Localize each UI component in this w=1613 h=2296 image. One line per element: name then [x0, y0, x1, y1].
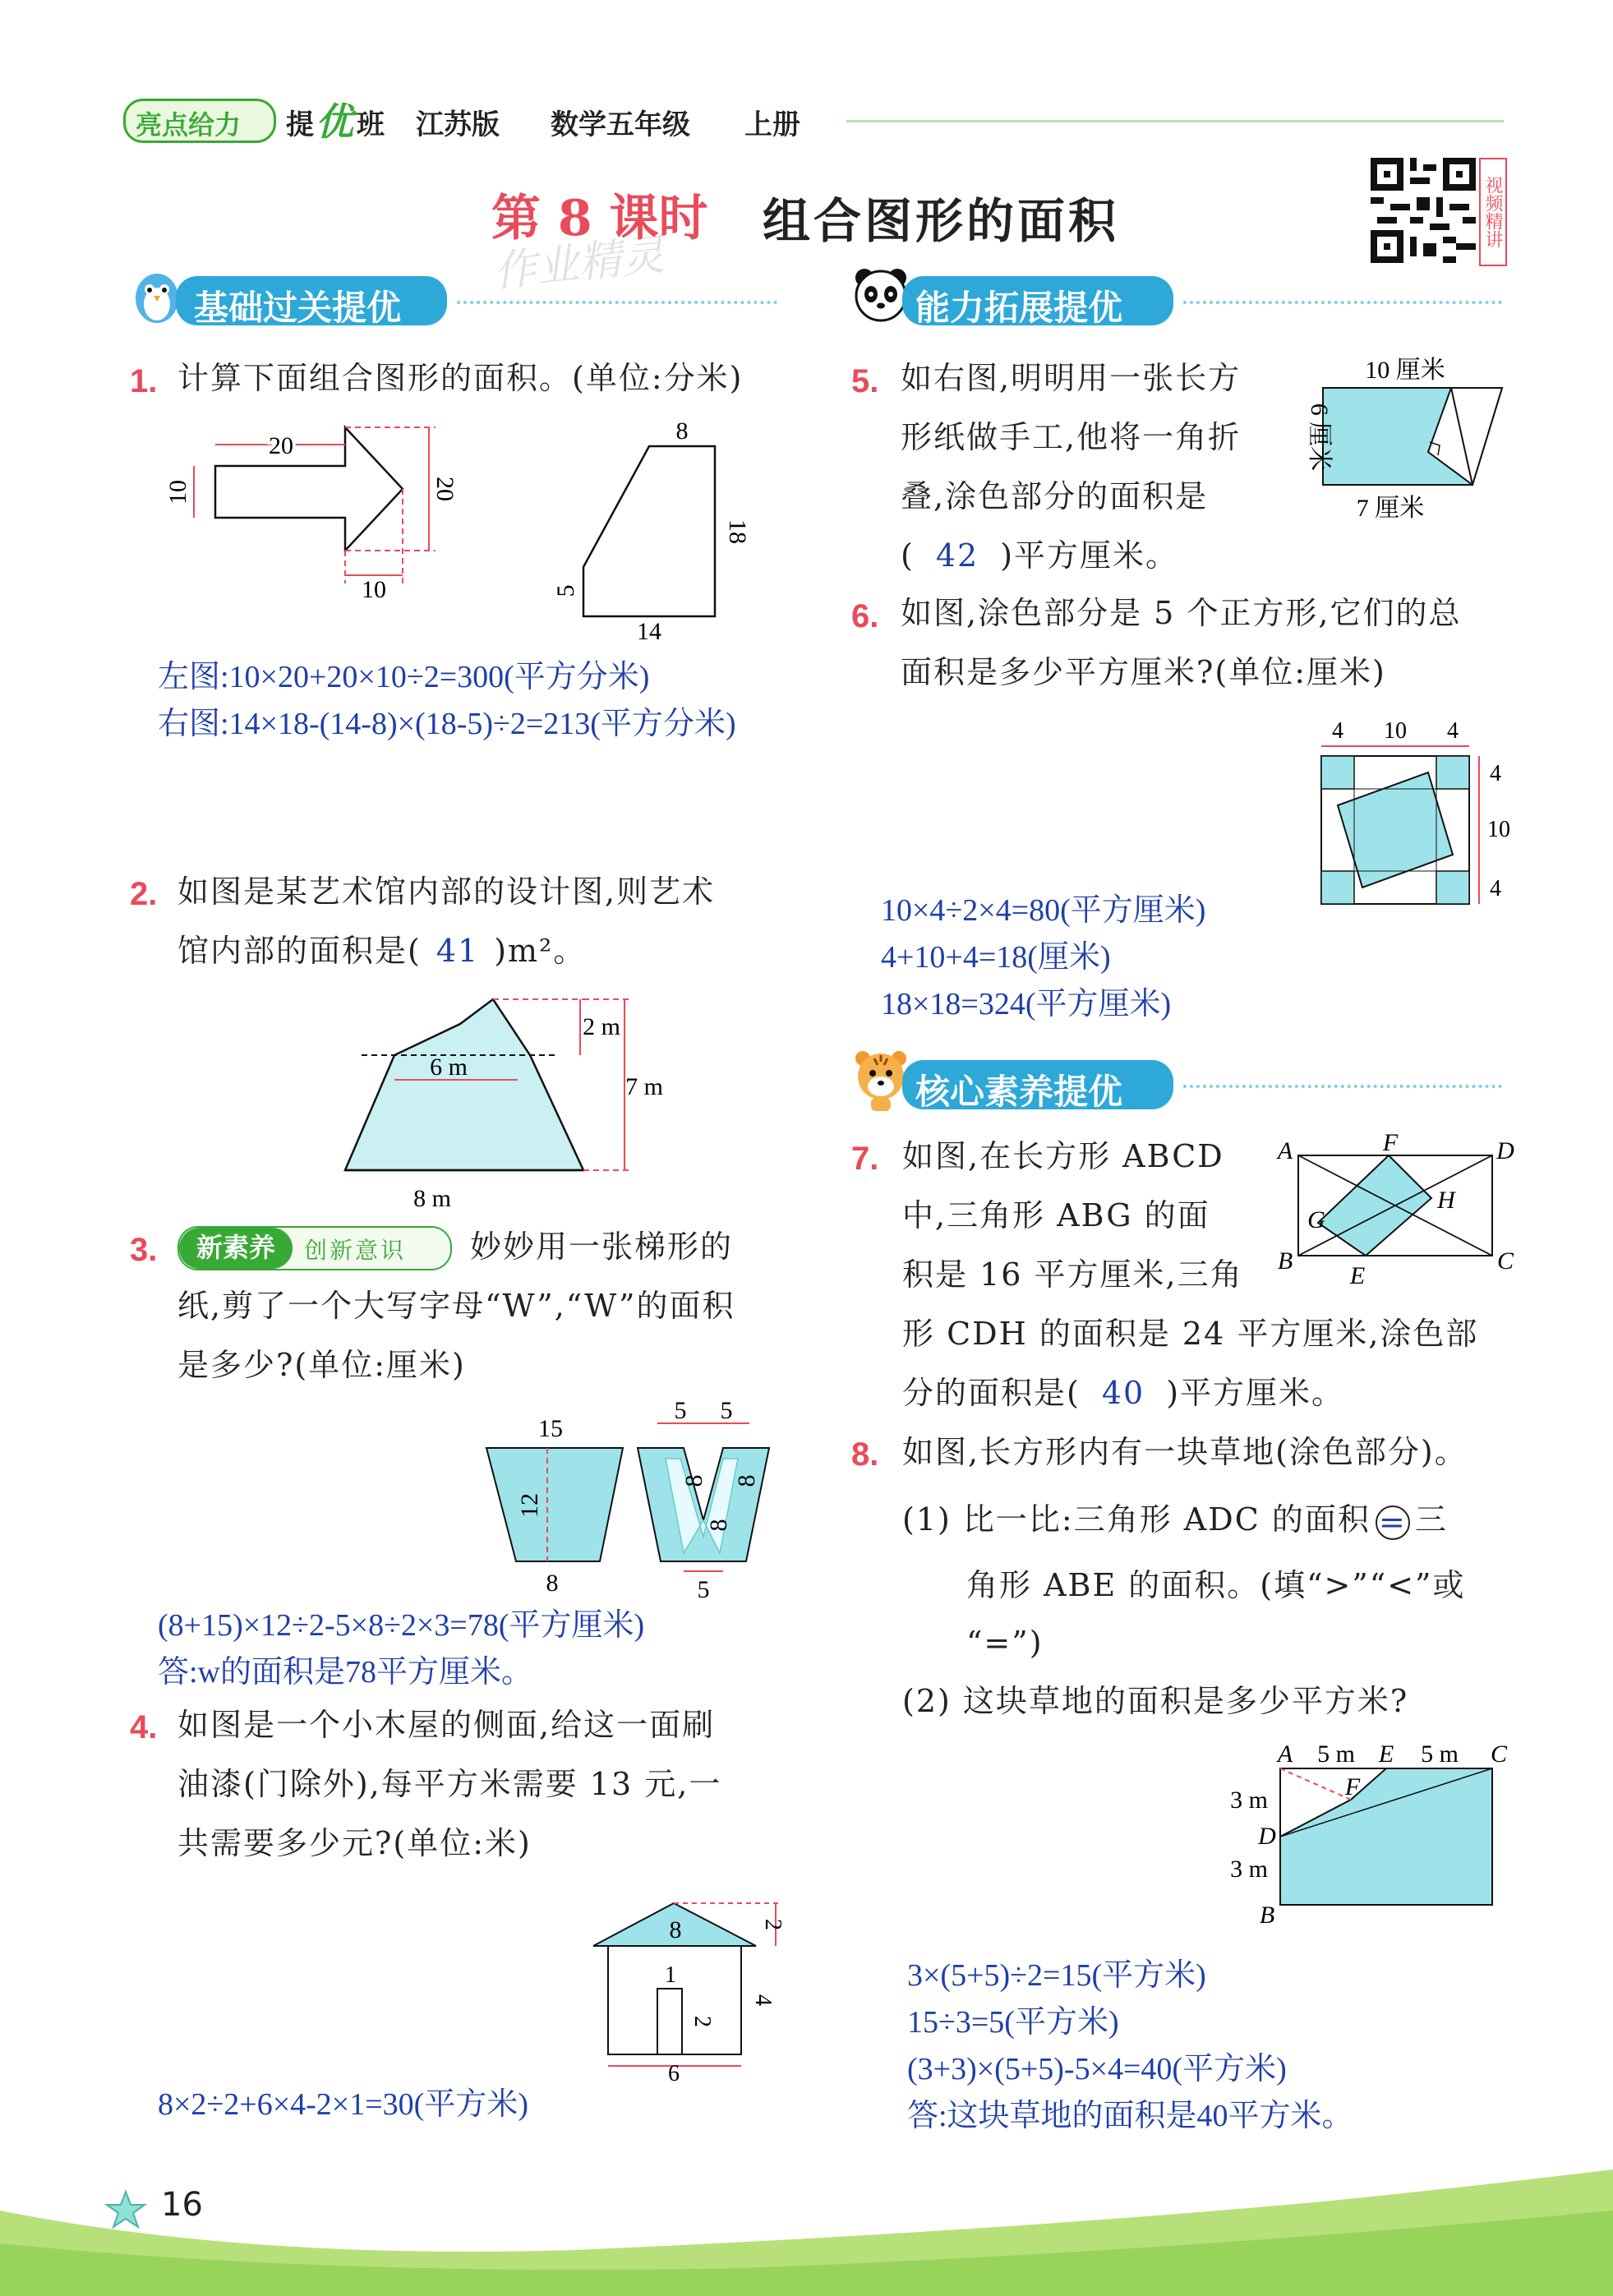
q4-label-door-w: 1: [665, 1962, 676, 1988]
q3-badge: [177, 1226, 452, 1270]
q1-right-label-right: 18: [724, 519, 751, 544]
q3-label-bottom: 8: [546, 1570, 559, 1597]
q7-figure: [1269, 1131, 1515, 1295]
q6-label-r3: 4: [1490, 876, 1501, 901]
q6-figure: [1307, 713, 1512, 911]
q1-figure-right: [552, 415, 772, 645]
q6-label-r1: 4: [1490, 761, 1501, 786]
section-core-dots: [1183, 1085, 1502, 1088]
q3-label-h3: 8: [705, 1519, 732, 1532]
q6-answer-1: 10×4÷2×4=80(平方厘米): [881, 893, 1206, 928]
q7-line1: 如图,在长方形 ABCD: [902, 1138, 1224, 1174]
q1-right-label-bottom: 14: [637, 618, 661, 645]
q4-label-wall-h: 4: [750, 1994, 776, 2006]
q8-label-E: E: [1378, 1740, 1394, 1768]
q2-label-a: 2 m: [583, 1013, 620, 1040]
q2-label-b: 6 m: [430, 1053, 468, 1081]
q8-answer-1: 3×(5+5)÷2=15(平方米): [907, 1958, 1206, 1993]
q8-label-F: F: [1344, 1773, 1361, 1800]
q3-figure: [468, 1397, 797, 1611]
q7-label-E: E: [1349, 1262, 1366, 1289]
q5-number: 5.: [851, 363, 879, 399]
q7-label-B: B: [1277, 1247, 1293, 1275]
q4-line3: 共需要多少元?(单位:米): [177, 1825, 532, 1861]
q7-line4: 形 CDH 的面积是 24 平方厘米,涂色部: [902, 1316, 1479, 1352]
q5-line1: 如右图,明明用一张长方: [901, 360, 1242, 396]
q5-line4-a: (: [901, 537, 915, 574]
series-char-3: 班: [357, 108, 385, 141]
q1-answer-1: 左图:10×20+20×10÷2=300(平方分米): [158, 660, 650, 694]
q1-left-label-top: 20: [269, 432, 293, 459]
q4-figure: [583, 1888, 797, 2086]
q1-right-label-top: 8: [675, 417, 689, 445]
q8-label-B: B: [1259, 1902, 1275, 1929]
q3-line1: 妙妙用一张梯形的: [470, 1229, 734, 1265]
subject: 数学五年级: [551, 108, 690, 141]
q7-label-G: G: [1307, 1206, 1325, 1233]
q8-p1-mark: =: [1376, 1505, 1410, 1540]
q3-label-w3: 5: [697, 1576, 710, 1603]
q8-p1-line2: 角形 ABE 的面积。(填“>”“<”或: [966, 1567, 1466, 1603]
q7-label-H: H: [1437, 1187, 1455, 1214]
q8-label-C: C: [1490, 1740, 1508, 1768]
q2-line2-b: )m²。: [494, 933, 587, 969]
series-char-2: 优: [316, 99, 353, 144]
section-ability-dots: [1183, 301, 1502, 304]
section-ability-label: 能力拓展提优: [915, 288, 1123, 328]
q1-text: 计算下面组合图形的面积。(单位:分米): [177, 360, 744, 396]
q5-label-top: 10 厘米: [1365, 357, 1445, 384]
q3-label-top: 15: [538, 1415, 563, 1442]
section-core-pill: [902, 1060, 1173, 1112]
q3-label-w2: 5: [720, 1397, 733, 1424]
q8-label-ec: 5 m: [1421, 1740, 1459, 1768]
q6-answer-3: 18×18=324(平方厘米): [881, 987, 1172, 1021]
qr-side-label: 视频精讲: [1479, 158, 1507, 266]
page-number: 16: [161, 2186, 203, 2224]
q7-line2: 中,三角形 ABG 的面: [902, 1197, 1210, 1233]
q6-label-t2: 10: [1384, 718, 1407, 744]
q4-label-base: 6: [668, 2061, 680, 2086]
q7-line3: 积是 16 平方厘米,三角: [902, 1256, 1243, 1293]
q6-answer-2: 4+10+4=18(厘米): [881, 940, 1111, 975]
q5-answer: 42: [935, 537, 979, 574]
q4-number: 4.: [130, 1709, 158, 1745]
q7-number: 7.: [851, 1141, 879, 1177]
q5-label-left: 6 厘米: [1306, 403, 1333, 472]
q8-p1-line3: “=”): [966, 1625, 1044, 1661]
q8-label-D: D: [1258, 1823, 1276, 1850]
q8-label-A: A: [1277, 1740, 1293, 1768]
series-char-1: 提: [286, 108, 314, 141]
q5-line3: 叠,涂色部分的面积是: [901, 478, 1209, 514]
q4-line1: 如图是一个小木屋的侧面,给这一面刷: [177, 1707, 716, 1743]
q1-figure-left: [164, 415, 459, 603]
q8-p1-a: (1) 比一比:三角形 ADC 的面积: [902, 1501, 1371, 1538]
q4-label-roof: 8: [669, 1916, 682, 1943]
q4-label-roof-h: 2: [760, 1919, 786, 1930]
q2-answer: 41: [436, 933, 480, 969]
q5-label-bottom: 7 厘米: [1356, 495, 1425, 522]
q8-answer-4: 答:这块草地的面积是40平方米。: [907, 2099, 1353, 2133]
q5-figure: [1282, 353, 1512, 534]
star-icon: [105, 2189, 146, 2230]
q8-number: 8.: [851, 1436, 879, 1473]
q3-label-h1: 8: [680, 1474, 707, 1487]
lesson-title: 组合图形的面积: [763, 193, 1120, 249]
q2-label-d: 8 m: [413, 1185, 451, 1212]
q1-left-label-bottom: 10: [362, 576, 386, 603]
q7-label-F: F: [1382, 1129, 1399, 1156]
brand-text: 亮点给力: [136, 109, 242, 141]
q4-line2: 油漆(门除外),每平方米需要 13 元,一: [177, 1766, 722, 1802]
q1-right-label-left: 5: [552, 584, 579, 597]
q4-answer: 8×2÷2+6×4-2×1=30(平方米): [158, 2087, 528, 2122]
lesson-number: 第 8 课时: [491, 190, 708, 247]
q5-line4: [901, 526, 1178, 585]
q8-p2: (2) 这块草地的面积是多少平方米?: [902, 1683, 1409, 1719]
section-basic-dots: [457, 301, 777, 304]
q8-answer-3: (3+3)×(5+5)-5×4=40(平方米): [907, 2052, 1287, 2086]
edition: 江苏版: [416, 108, 500, 141]
q2-label-c: 7 m: [625, 1073, 663, 1100]
q2-line1: 如图是某艺术馆内部的设计图,则艺术: [177, 874, 716, 910]
q8-p1-b: 三: [1414, 1501, 1448, 1538]
q7-answer: 40: [1101, 1375, 1145, 1411]
q3-answer-2: 答:w的面积是78平方厘米。: [158, 1655, 533, 1690]
q3-answer-1: (8+15)×12÷2-5×8÷2×3=78(平方厘米): [158, 1608, 645, 1643]
q8-figure: [1224, 1739, 1520, 1936]
q8-p1-line1: [902, 1490, 1448, 1549]
qr-code[interactable]: [1371, 158, 1476, 263]
q7-line5: [902, 1363, 1344, 1422]
q3-number: 3.: [130, 1232, 158, 1268]
q3-label-w1: 5: [674, 1397, 687, 1424]
q8-answer-2: 15÷3=5(平方米): [907, 2005, 1119, 2040]
q8-label-ae: 5 m: [1317, 1740, 1355, 1768]
q8-line1: 如图,长方形内有一块草地(涂色部分)。: [902, 1434, 1468, 1470]
header-rule: [846, 120, 1504, 122]
section-basic-pill: [176, 276, 447, 328]
q8-label-db: 3 m: [1230, 1856, 1268, 1883]
header-bar: [123, 97, 1504, 143]
section-basic-label: 基础过关提优: [194, 288, 402, 328]
q3-label-h2: 8: [733, 1474, 760, 1487]
q4-label-door-h: 2: [689, 2016, 715, 2027]
q6-label-t3: 4: [1447, 718, 1459, 744]
brand-badge: [123, 99, 276, 143]
q6-line2: 面积是多少平方厘米?(单位:厘米): [901, 654, 1386, 690]
section-core-label: 核心素养提优: [915, 1072, 1123, 1112]
section-ability-pill: [902, 276, 1173, 328]
q5-line2: 形纸做手工,他将一角折: [901, 419, 1242, 455]
footer-grass-decoration: [0, 2153, 1613, 2296]
q7-label-A: A: [1277, 1137, 1293, 1164]
q2-number: 2.: [130, 876, 158, 912]
q1-left-label-right: 20: [431, 477, 459, 501]
q1-left-label-left: 10: [164, 480, 191, 505]
q2-figure: [312, 983, 663, 1221]
q6-line1: 如图,涂色部分是 5 个正方形,它们的总: [901, 595, 1462, 631]
q6-label-r2: 10: [1487, 817, 1510, 842]
q2-line2: [177, 921, 586, 980]
q7-label-D: D: [1496, 1137, 1514, 1164]
q3-line2: 纸,剪了一个大写字母“W”,“W”的面积: [177, 1288, 735, 1324]
q7-line5-a: 分的面积是(: [902, 1375, 1081, 1411]
q7-label-C: C: [1496, 1247, 1514, 1275]
q1-number: 1.: [130, 363, 158, 399]
q3-badge-1: 新素养: [179, 1228, 293, 1269]
q3-label-height: 12: [516, 1493, 543, 1518]
q1-answer-2: 右图:14×18-(14-8)×(18-5)÷2=213(平方分米): [158, 707, 736, 741]
q6-number: 6.: [851, 598, 879, 634]
q6-label-t1: 4: [1332, 718, 1343, 744]
q8-label-ad: 3 m: [1230, 1787, 1268, 1814]
watermark: 作业精灵: [491, 230, 667, 297]
q2-line2-a: 馆内部的面积是(: [177, 933, 422, 969]
q7-line5-b: )平方厘米。: [1166, 1375, 1345, 1411]
q3-badge-2: 创新意识: [304, 1237, 407, 1264]
q3-line3: 是多少?(单位:厘米): [177, 1347, 466, 1383]
q5-line4-b: )平方厘米。: [1000, 537, 1179, 574]
volume: 上册: [744, 108, 800, 141]
